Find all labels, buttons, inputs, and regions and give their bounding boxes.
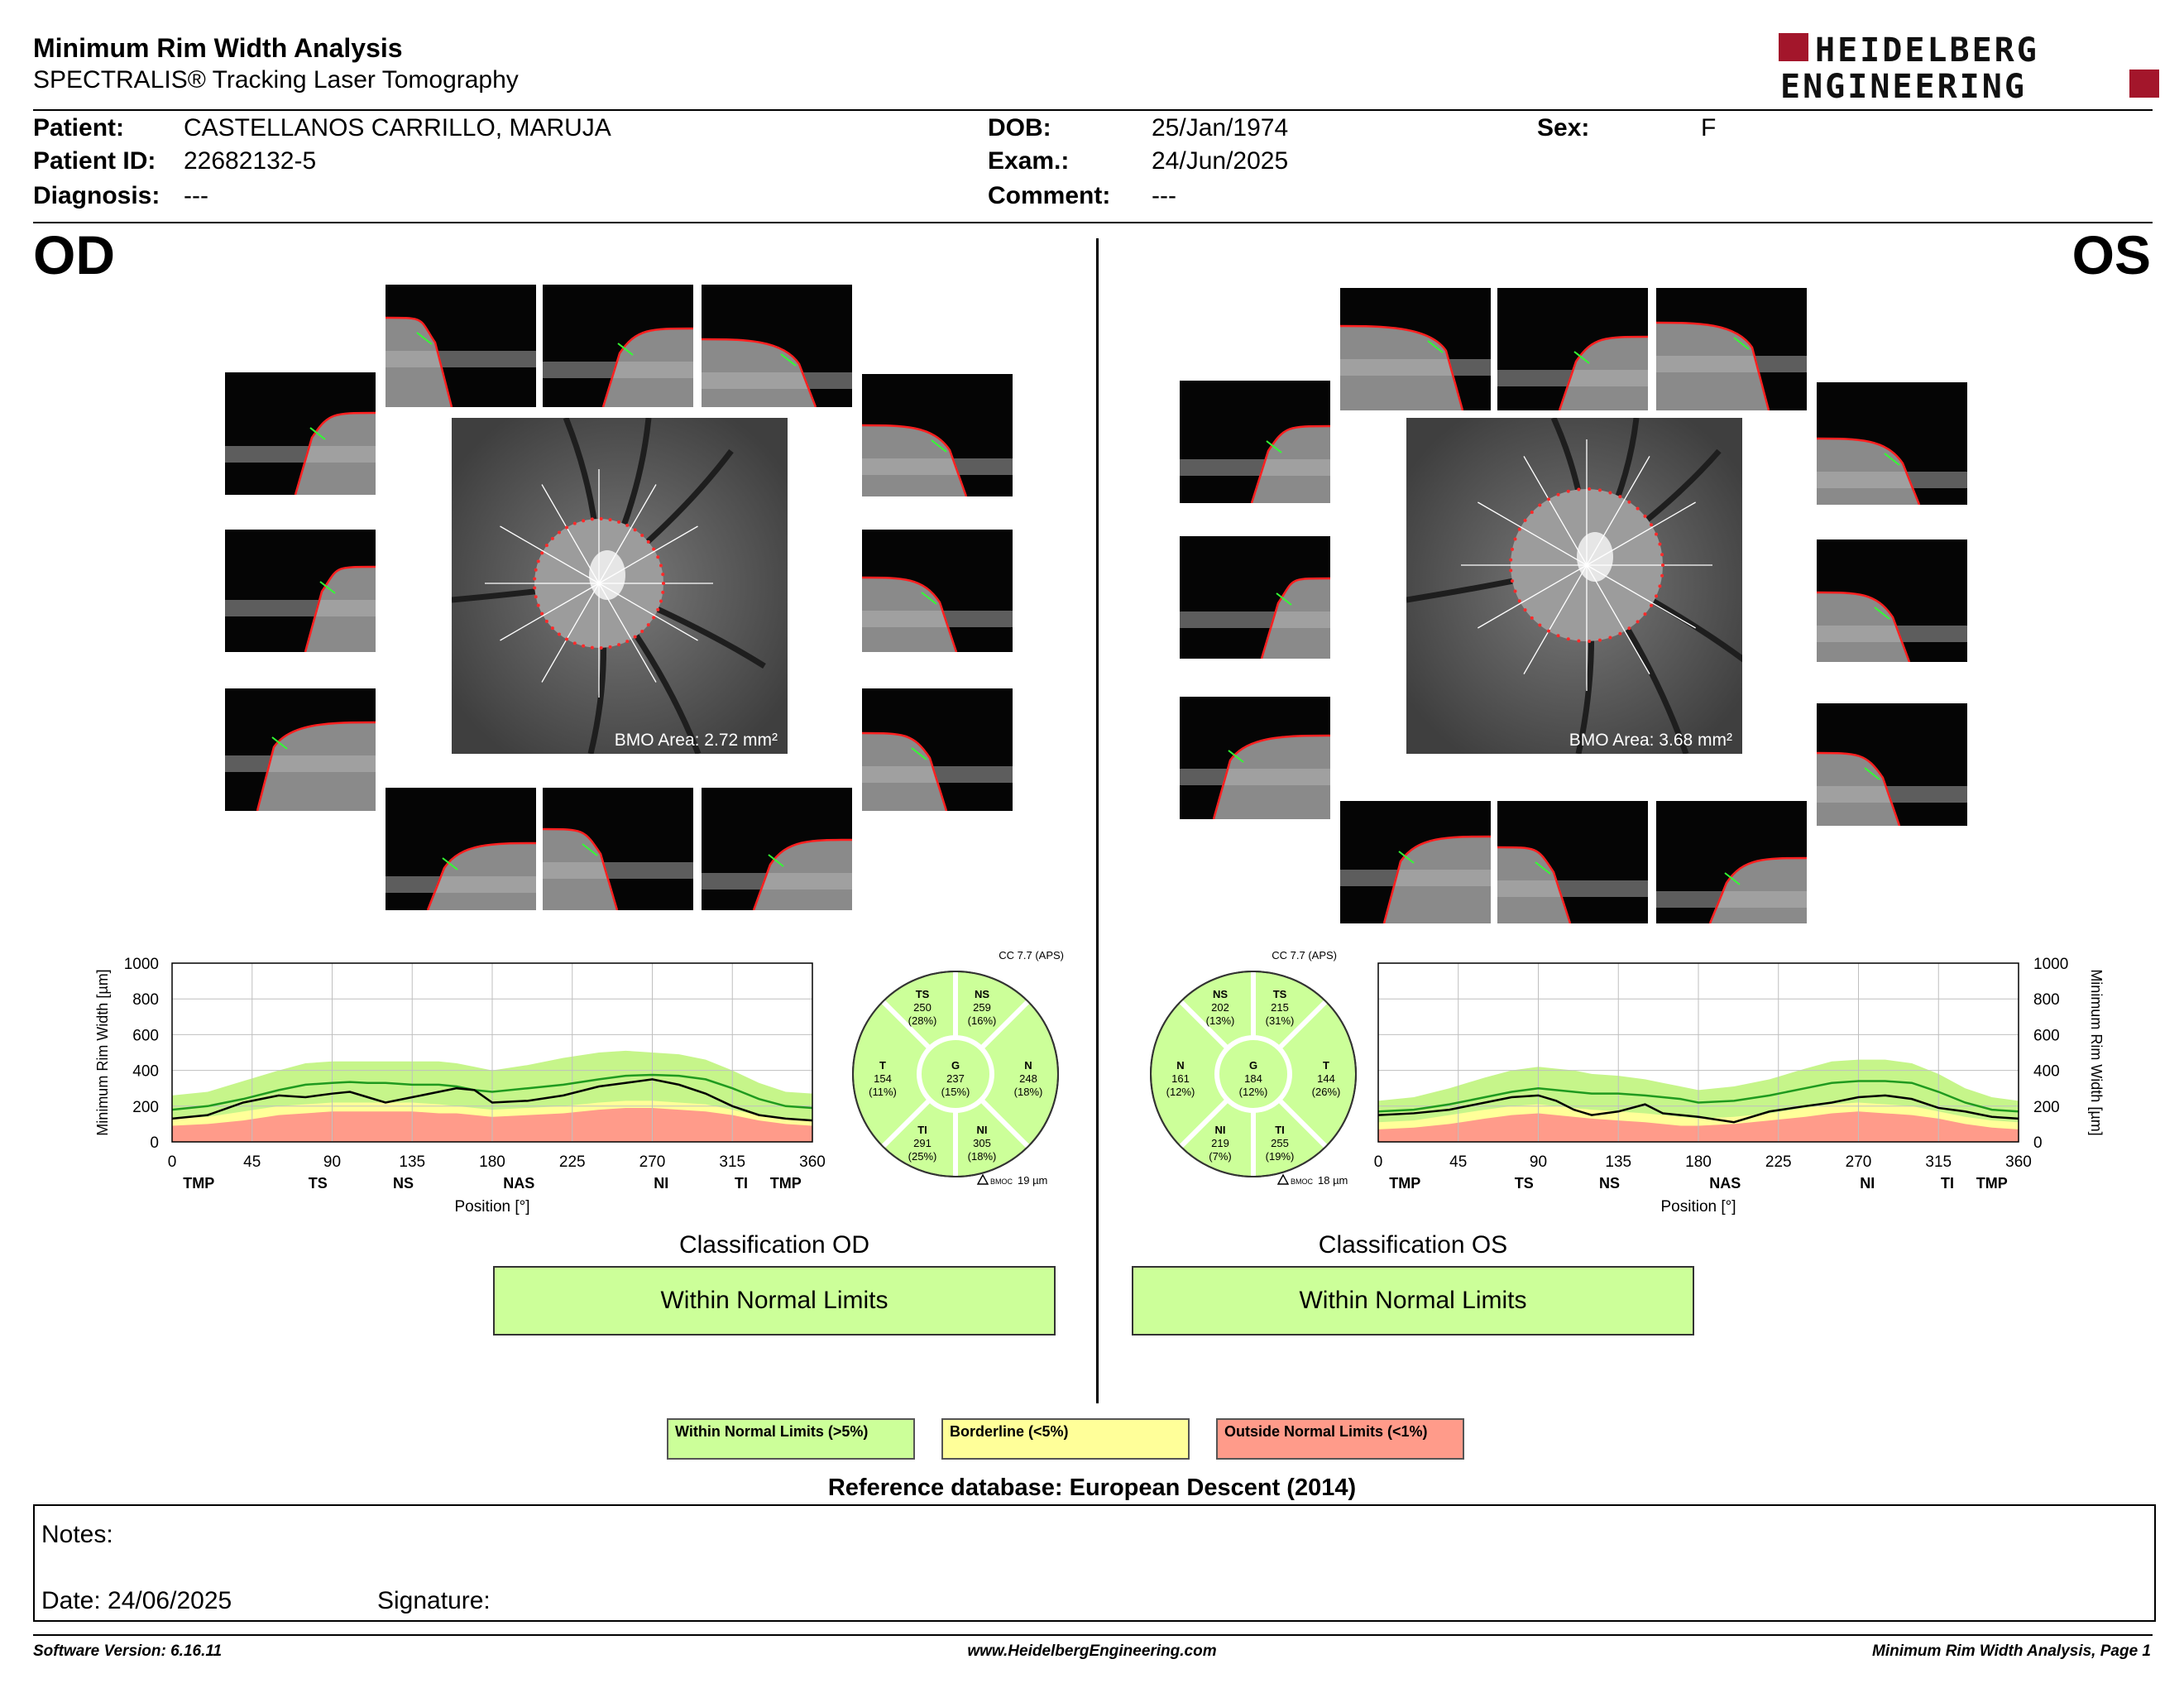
x-tick-label: 270: [1845, 1153, 1872, 1171]
sector-label: TI: [1941, 1175, 1954, 1192]
oct-scan-thumbnail: [1340, 801, 1491, 923]
sector-value: 154: [874, 1072, 892, 1085]
diagnosis-label: Diagnosis:: [33, 182, 160, 209]
sector-name: NS: [974, 988, 990, 1000]
cc-label: CC 7.7 (APS): [1272, 949, 1337, 961]
oct-scan-thumbnail: [702, 788, 852, 910]
oct-scan-thumbnail: [543, 285, 693, 407]
y-tick-label: 800: [2033, 991, 2060, 1009]
y-axis-label: Minimum Rim Width [µm]: [94, 969, 111, 1136]
oct-scan-thumbnail: [1817, 703, 1967, 826]
oct-scan-thumbnail: [1180, 381, 1330, 503]
sector-name: TI: [917, 1124, 927, 1136]
sector-percent: (15%): [941, 1086, 970, 1098]
y-tick-label: 1000: [123, 956, 159, 973]
x-tick-label: 360: [2005, 1153, 2032, 1171]
sector-label: TMP: [1389, 1175, 1421, 1192]
sex-value: F: [1701, 114, 1717, 141]
software-version: Software Version: 6.16.11: [33, 1642, 223, 1660]
sector-value: 219: [1211, 1137, 1229, 1149]
oct-scan-thumbnail: [1656, 288, 1807, 410]
oct-scan-thumbnail: [1817, 382, 1967, 505]
sector-percent: (26%): [1311, 1086, 1341, 1098]
sector-value: 237: [946, 1072, 965, 1085]
heidelberg-logo: [1779, 30, 2159, 104]
sector-percent: (7%): [1209, 1150, 1232, 1163]
od-label: OD: [33, 224, 115, 285]
patient-id: 22682132-5: [184, 147, 317, 175]
os-mrw-chart: [1357, 952, 2118, 1233]
sector-value: 144: [1317, 1072, 1335, 1085]
y-tick-label: 0: [150, 1134, 159, 1152]
dob-value: 25/Jan/1974: [1152, 114, 1289, 141]
sector-label: TS: [308, 1175, 328, 1192]
y-tick-label: 600: [132, 1027, 159, 1045]
sector-percent: (11%): [869, 1086, 897, 1098]
reference-database: Reference database: European Descent (2014): [827, 1475, 1357, 1501]
x-tick-label: 90: [1529, 1153, 1548, 1171]
comment-value: ---: [1152, 182, 1176, 209]
oct-scan-thumbnail: [1817, 539, 1967, 662]
oct-scan-thumbnail: [386, 788, 536, 910]
sector-name: TS: [915, 988, 930, 1000]
sector-percent: (12%): [1166, 1086, 1195, 1098]
os-fundus-image: [1406, 418, 1742, 754]
sex-label: Sex:: [1537, 114, 1590, 141]
sector-name: G: [1248, 1059, 1258, 1072]
x-tick-label: 360: [799, 1153, 826, 1171]
sector-name: N: [1024, 1059, 1032, 1072]
oct-scan-thumbnail: [225, 688, 376, 811]
sector-name: T: [1323, 1059, 1329, 1072]
sector-label: TMP: [769, 1175, 802, 1192]
oct-scan-thumbnail: [862, 530, 1013, 652]
report-title: Minimum Rim Width Analysis: [33, 33, 403, 63]
comment-label: Comment:: [988, 182, 1111, 209]
sector-value: 202: [1211, 1001, 1229, 1014]
od-fundus-image: [452, 418, 788, 754]
x-tick-label: 45: [1449, 1153, 1468, 1171]
oct-scan-thumbnail: [1656, 801, 1807, 923]
os-classification-title: Classification OS: [1318, 1231, 1508, 1259]
report-subtitle: SPECTRALIS® Tracking Laser Tomography: [33, 66, 519, 94]
sector-percent: (18%): [1013, 1086, 1043, 1098]
sector-name: TI: [1275, 1124, 1285, 1136]
patient-label: Patient:: [33, 114, 125, 141]
sector-value: 161: [1171, 1072, 1190, 1085]
os-bmo-area: BMO Area: 3.68 mm²: [1569, 731, 1732, 750]
sector-label: TMP: [1976, 1175, 2008, 1192]
os-sector-diagram: [1133, 947, 1373, 1187]
sector-name: N: [1176, 1059, 1185, 1072]
sector-percent: (25%): [908, 1150, 937, 1163]
bmoc-label: BMOC: [990, 1177, 1013, 1186]
sector-value: 291: [913, 1137, 932, 1149]
logo-line1: HEIDELBERG: [1815, 31, 2039, 70]
y-tick-label: 600: [2033, 1027, 2060, 1045]
oct-scan-thumbnail: [225, 530, 376, 652]
sector-label: NAS: [1709, 1175, 1741, 1192]
oct-scan-thumbnail: [1497, 801, 1648, 923]
x-tick-label: 315: [1925, 1153, 1952, 1171]
date-label: Date: 24/06/2025: [41, 1587, 232, 1614]
sector-label: TI: [735, 1175, 748, 1192]
sector-value: 259: [973, 1001, 991, 1014]
y-tick-label: 200: [132, 1098, 159, 1116]
x-tick-label: 135: [1605, 1153, 1632, 1171]
x-tick-label: 0: [167, 1153, 177, 1171]
notes-box: [33, 1504, 2156, 1622]
logo-line2: ENGINEERING: [1780, 68, 2027, 104]
sector-name: NI: [1214, 1124, 1226, 1136]
sector-percent: (13%): [1205, 1014, 1235, 1027]
bmoc-label: BMOC: [1291, 1177, 1313, 1186]
od-classification-title: Classification OD: [678, 1231, 870, 1259]
od-sector-diagram: [836, 947, 1075, 1187]
sector-label: NI: [654, 1175, 669, 1192]
od-mrw-chart: [83, 952, 827, 1233]
sector-label: NI: [1860, 1175, 1875, 1192]
sector-name: TS: [1272, 988, 1287, 1000]
os-classification-result: Within Normal Limits: [1132, 1266, 1694, 1336]
x-tick-label: 45: [243, 1153, 261, 1171]
y-tick-label: 800: [132, 991, 159, 1009]
legend-borderline: Borderline (<5%): [941, 1418, 1190, 1460]
exam-value: 24/Jun/2025: [1152, 147, 1289, 175]
x-tick-label: 90: [323, 1153, 342, 1171]
signature-label: Signature:: [377, 1587, 491, 1614]
sector-percent: (16%): [967, 1014, 997, 1027]
oct-scan-thumbnail: [1497, 288, 1648, 410]
x-tick-label: 180: [479, 1153, 505, 1171]
sector-value: 184: [1244, 1072, 1262, 1085]
sector-label: TS: [1514, 1175, 1534, 1192]
diagnosis-value: ---: [184, 182, 208, 209]
y-tick-label: 0: [2033, 1134, 2043, 1152]
x-tick-label: 270: [639, 1153, 666, 1171]
delta-icon: [1278, 1175, 1288, 1184]
page-info: Minimum Rim Width Analysis, Page 1: [1872, 1642, 2151, 1660]
legend-normal: Within Normal Limits (>5%): [667, 1418, 915, 1460]
oct-scan-thumbnail: [1180, 697, 1330, 819]
legend-outside: Outside Normal Limits (<1%): [1216, 1418, 1464, 1460]
y-tick-label: 1000: [2033, 956, 2069, 973]
dob-label: DOB:: [988, 114, 1051, 141]
sector-value: 250: [913, 1001, 932, 1014]
delta-icon: [978, 1175, 988, 1184]
patient-name: CASTELLANOS CARRILLO, MARUJA: [184, 114, 611, 141]
sector-label: TMP: [183, 1175, 215, 1192]
notes-label: Notes:: [41, 1521, 113, 1548]
sector-percent: (18%): [967, 1150, 997, 1163]
oct-scan-thumbnail: [862, 374, 1013, 496]
sector-value: 255: [1271, 1137, 1289, 1149]
x-axis-label: Position [°]: [1660, 1198, 1736, 1216]
oct-scan-thumbnail: [862, 688, 1013, 811]
sector-label: NS: [392, 1175, 414, 1192]
x-tick-label: 135: [399, 1153, 426, 1171]
oct-scan-thumbnail: [386, 285, 536, 407]
sector-name: T: [879, 1059, 886, 1072]
patient-id-label: Patient ID:: [33, 147, 156, 175]
website: www.HeidelbergEngineering.com: [967, 1642, 1217, 1660]
oct-scan-thumbnail: [1340, 288, 1491, 410]
sector-name: NS: [1212, 988, 1228, 1000]
x-tick-label: 0: [1373, 1153, 1383, 1171]
x-axis-label: Position [°]: [454, 1198, 530, 1216]
x-tick-label: 225: [1765, 1153, 1792, 1171]
cc-label: CC 7.7 (APS): [999, 949, 1064, 961]
x-tick-label: 315: [719, 1153, 746, 1171]
exam-label: Exam.:: [988, 147, 1070, 175]
bmoc-value: 19 µm: [1018, 1174, 1048, 1187]
oct-scan-thumbnail: [702, 285, 852, 407]
x-tick-label: 180: [1685, 1153, 1712, 1171]
bmoc-value: 18 µm: [1318, 1174, 1348, 1187]
sector-percent: (12%): [1238, 1086, 1268, 1098]
sector-name: NI: [976, 1124, 988, 1136]
sector-label: NS: [1598, 1175, 1621, 1192]
os-label: OS: [2071, 224, 2151, 285]
sector-percent: (28%): [908, 1014, 937, 1027]
sector-value: 248: [1019, 1072, 1037, 1085]
sector-name: G: [951, 1059, 960, 1072]
oct-scan-thumbnail: [225, 372, 376, 495]
y-tick-label: 400: [132, 1062, 159, 1081]
od-bmo-area: BMO Area: 2.72 mm²: [614, 731, 778, 750]
sector-percent: (31%): [1265, 1014, 1295, 1027]
oct-scan-thumbnail: [1180, 536, 1330, 659]
sector-value: 215: [1271, 1001, 1289, 1014]
y-tick-label: 200: [2033, 1098, 2060, 1116]
oct-scan-thumbnail: [543, 788, 693, 910]
od-classification-result: Within Normal Limits: [493, 1266, 1056, 1336]
eye-divider: [1096, 238, 1099, 1403]
y-axis-label: Minimum Rim Width [µm]: [2088, 969, 2105, 1136]
y-tick-label: 400: [2033, 1062, 2060, 1081]
sector-percent: (19%): [1265, 1150, 1295, 1163]
sector-value: 305: [973, 1137, 991, 1149]
x-tick-label: 225: [558, 1153, 586, 1171]
sector-label: NAS: [503, 1175, 535, 1192]
